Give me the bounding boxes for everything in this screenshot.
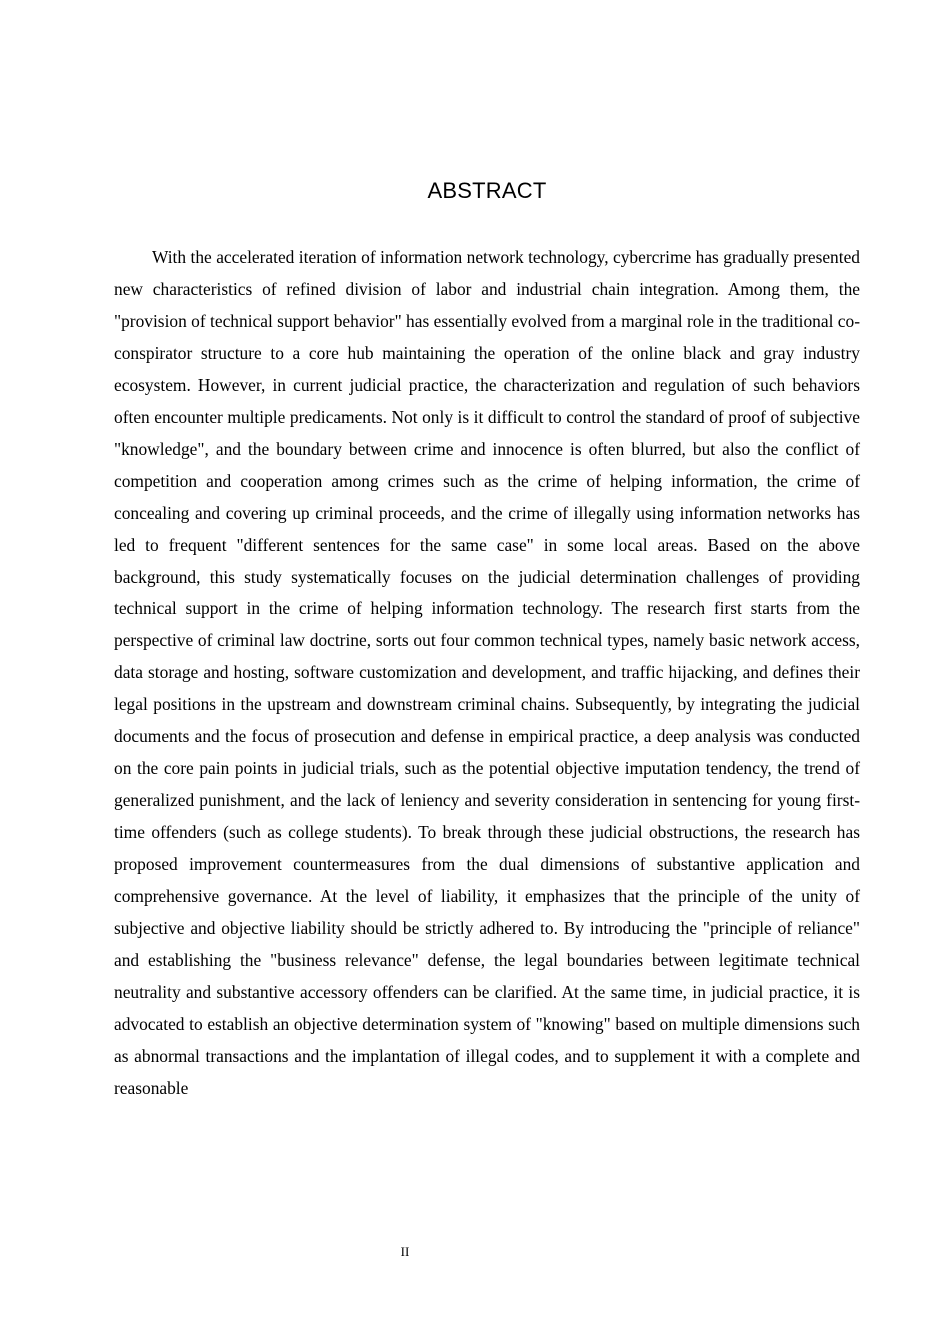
page-number: II — [400, 1244, 410, 1259]
abstract-title: ABSTRACT — [427, 178, 547, 203]
abstract-paragraph: With the accelerated iteration of information network technology, cybercrime has gradually presented new characteristics of refined division of labor and industrial chain integration. Among them, the "provision of technical support behavior" has essentially evolved from a marginal role in the traditional co-conspirator structure to a core hub maintaining the operation of the online black and gray industry ecosystem. However, in current judicial practice, the characterization and regulation of such behaviors often encounter multiple predicaments. Not only is it difficult to control the standard of proof of subjective "knowledge", and the boundary between crime and innocence is often blurred, but also the conflict of competition and cooperation among crimes such as the crime of helping information, the crime of concealing and covering up criminal proceeds, and the crime of illegally using information networks has led to frequent "different sentences for the same case" in some local areas. Based on the above background, this study systematically focuses on the judicial determination challenges of providing technical support in the crime of helping information technology. The research first starts from the perspective of criminal law doctrine, sorts out four common technical types, namely basic network access, data storage and hosting, software customization and development, and traffic hijacking, and defines their legal positions in the upstream and downstream criminal chains. Subsequently, by integrating the judicial documents and the focus of prosecution and defense in empirical practice, a deep analysis was conducted on the core pain points in judicial trials, such as the potential objective imputation tendency, the trend of generalized punishment, and the lack of leniency and severity consideration in sentencing for young first-time offenders (such as college students). To break through these judicial obstructions, the research has proposed improvement countermeasures from the dual dimensions of substantive application and comprehensive governance. At the level of liability, it emphasizes that the principle of the unity of subjective and objective liability should be strictly adhered to. By introducing the "principle of reliance" and establishing the "business relevance" defense, the legal boundaries between legitimate technical neutrality and substantive accessory offenders can be clarified. At the same time, in judicial practice, it is advocated to establish an objective determination system of "knowing" based on multiple dimensions such as abnormal transactions and the implantation of illegal codes, and to supplement it with a complete and reasonable — [114, 247, 860, 1098]
